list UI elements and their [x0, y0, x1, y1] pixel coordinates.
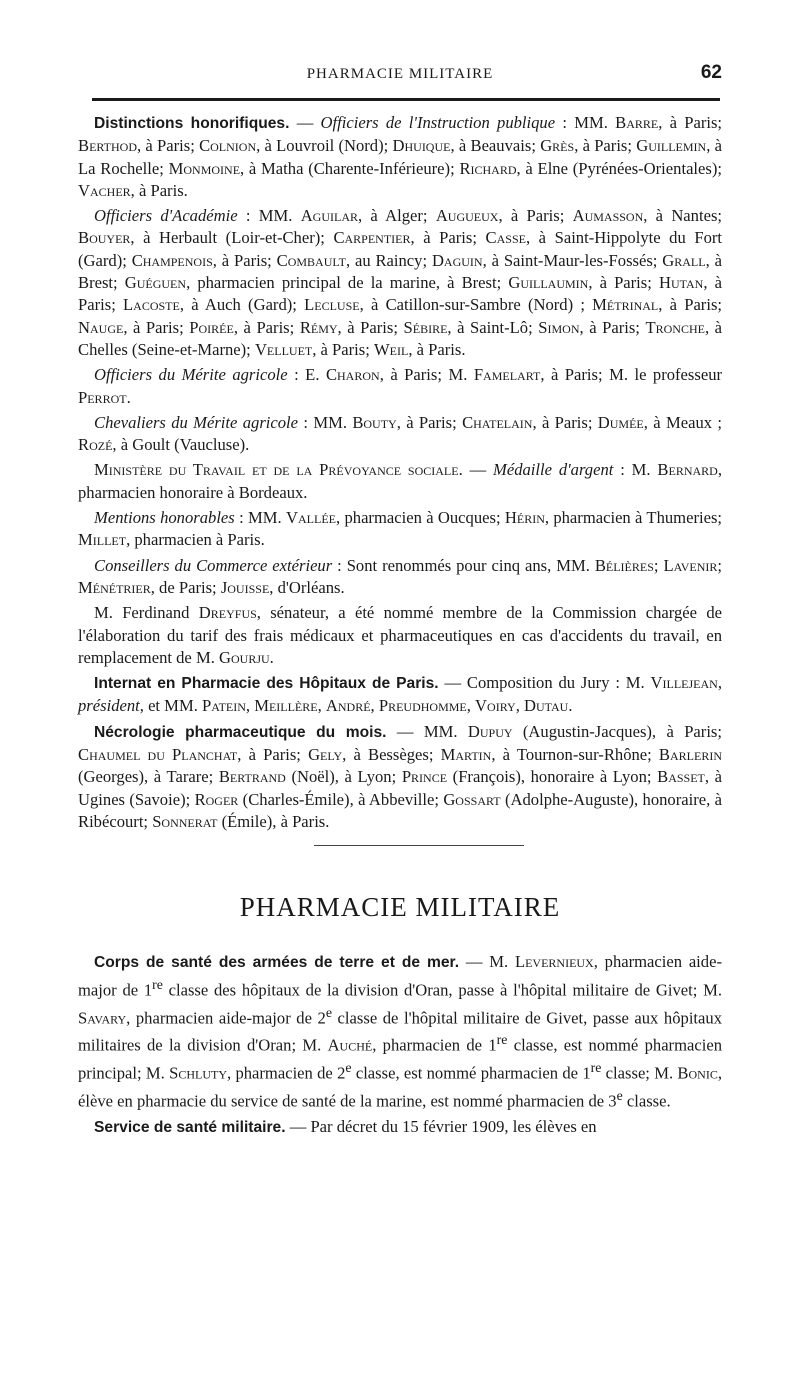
page-header — [78, 62, 722, 90]
heading-corps-sante: Corps de santé des armées de terre et de mer. — [94, 953, 460, 971]
paragraph-internat: Internat en Pharmacie des Hôpitaux de Paris. — Composition du Jury : M. Villejean, président, et MM. Patein, Meillère, André, Preudhomme, Voiry, Dutau. — [78, 673, 722, 716]
heading-distinctions: Distinctions honorifiques. — [94, 115, 290, 132]
document-body — [78, 112, 722, 1142]
heading-service-sante: Service de santé militaire. — [94, 1118, 286, 1136]
paragraph-mentions-honorables: Mentions honorables : MM. Vallée, pharmacien à Oucques; Hérin, pharmacien à Thumeries; Millet, pharmacien à Paris. — [78, 508, 723, 550]
section-end-rule — [314, 845, 524, 846]
paragraph-merite-agricole-chevaliers: Chevaliers du Mérite agricole : MM. Bouty, à Paris; Chatelain, à Paris; Dumée, à Meaux ; Rozé, à Goult (Vaucluse). — [78, 412, 722, 455]
paragraph-merite-agricole-officiers: Officiers du Mérite agricole : E. Charon, à Paris; M. Famelart, à Paris; M. le professeur Perrot. — [78, 365, 723, 407]
paragraph-dreyfus: M. Ferdinand Dreyfus, sénateur, a été nommé membre de la Commission chargée de l'élaboration du tarif des frais médicaux et pharmaceutiques en cas d'accidents du travail, en remplacement de M. Gourju. — [78, 603, 722, 667]
section-title: PHARMACIE MILITAIRE — [239, 892, 561, 923]
running-head: PHARMACIE MILITAIRE — [306, 66, 494, 82]
paragraph-service-sante: Service de santé militaire. — Par décret du 15 février 1909, les élèves en — [94, 1116, 597, 1136]
paragraph-necrologie: Nécrologie pharmaceutique du mois. — MM. Dupuy (Augustin-Jacques), à Paris; Chaumel du Planchat, à Paris; Gely, à Bessèges; Martin, à Tournon-sur-Rhône; Barlerin (Georges), à Tarare; Bertrand (Noël), à Lyon; Prince (François), honoraire à Lyon; Basset, à Ugines (Savoie); Roger (Charles-Émile), à Abbeville; Gossart (Adolphe-Auguste), honoraire, à Ribécourt; Sonnerat (Émile), à Paris. — [78, 721, 722, 831]
header-rule — [92, 98, 720, 101]
heading-internat: Internat en Pharmacie des Hôpitaux de Paris. — [94, 675, 439, 693]
paragraph-ministere-travail: Ministère du Travail et de la Prévoyance sociale. — Médaille d'argent : M. Bernard, pharmacien honoraire à Bordeaux. — [78, 460, 722, 502]
heading-necrologie: Nécrologie pharmaceutique du mois. — [94, 723, 387, 741]
page-number: 62 — [700, 62, 722, 83]
paragraph-officiers-academie: Officiers d'Académie : MM. Aguilar, à Alger; Augueux, à Paris; Aumasson, à Nantes; Bouyer, à Herbault (Loir-et-Cher); Carpentier, à Paris; Casse, à Saint-Hippolyte du Fort (Gard); Champenois, à Paris; Combault, au Raincy; Daguin, à Saint-Maur-les-Fossés; Grall, à Brest; Guéguen, pharmacien principal de la marine, à Brest; Guillaumin, à Paris; Hutan, à Paris; Lacoste, à Auch (Gard); Lecluse, à Catillon-sur-Sambre (Nord) ; Métrinal, à Paris; Nauge, à Paris; Poirée, à Paris; Rémy, à Paris; Sébire, à Saint-Lô; Simon, à Paris; Tronche, à Chelles (Seine-et-Marne); Velluet, à Paris; Weil, à Paris. — [78, 206, 723, 359]
paragraph-instruction-publique: Distinctions honorifiques. — Officiers de l'Instruction publique : MM. Barre, à Paris; Berthod, à Paris; Colnion, à Louvroil (Nord); Dhuique, à Beauvais; Grès, à Paris; Guillemin, à La Rochelle; Monmoine, à Matha (Charente-Inférieure); Richard, à Elne (Pyrénées-Orientales); Vacher, à Paris. — [78, 113, 723, 200]
paragraph-corps-sante: Corps de santé des armées de terre et de mer. — M. Levernieux, pharmacien aide-major de 1re classe des hôpitaux de la division d'Oran, passe à l'hôpital militaire de Givet; M. Savary, pharmacien aide-major de 2e classe de l'hôpital militaire de Givet, passe aux hôpitaux militaires de la division d'Oran; M. Auché, pharmacien de 1re classe, est nommé pharmacien principal; M. Schluty, pharmacien de 2e classe, est nommé pharmacien de 1re classe; M. Bonic, élève en pharmacie du service de santé de la marine, est nommé pharmacien de 3e classe. — [78, 951, 723, 1111]
paragraph-commerce-exterieur: Conseillers du Commerce extérieur : Sont renommés pour cinq ans, MM. Bélières; Lavenir; Ménétrier, de Paris; Jouisse, d'Orléans. — [78, 555, 722, 597]
